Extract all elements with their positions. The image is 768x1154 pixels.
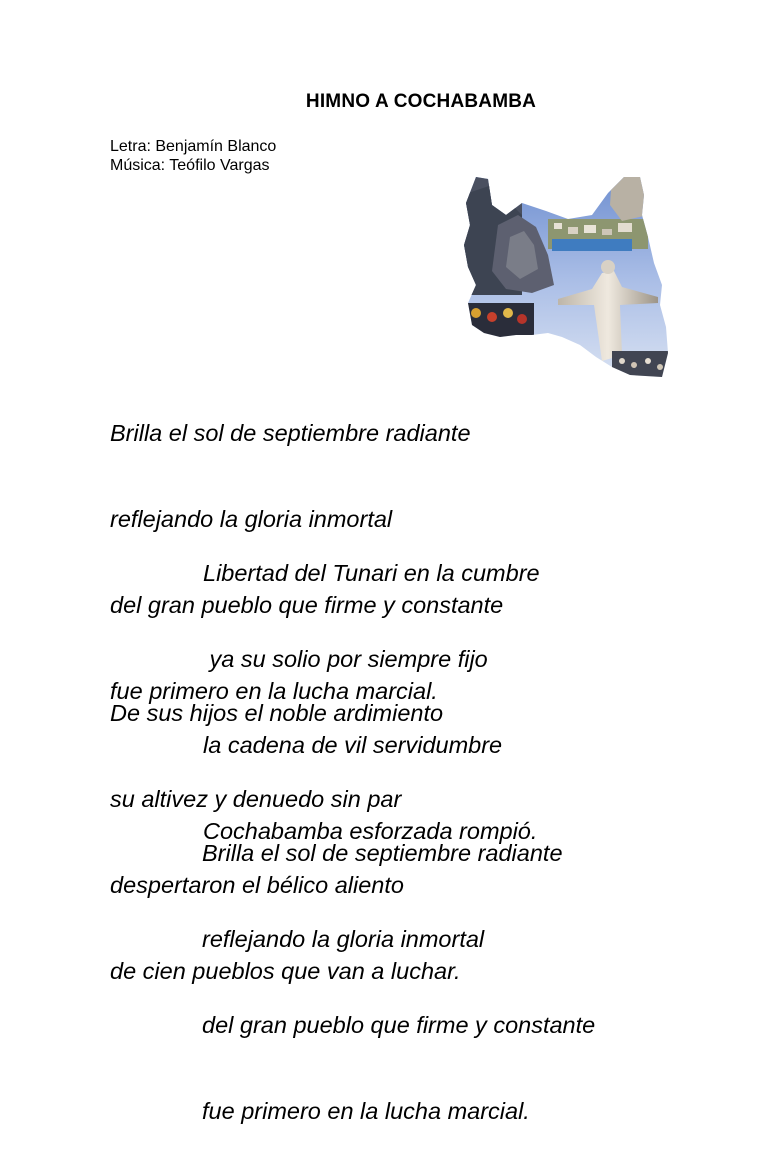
verse-line: del gran pueblo que firme y constante — [202, 1011, 596, 1038]
verse-line: ya su solio por siempre fijo — [203, 645, 488, 672]
lyrics-credit: Letra: Benjamín Blanco — [110, 138, 277, 155]
verse-line: fue primero en la lucha marcial. — [202, 1097, 530, 1124]
verse-line: su altivez y denuedo sin par — [110, 785, 402, 812]
stanza-4 — [202, 782, 595, 1154]
verse-line: reflejando la gloria inmortal — [110, 505, 393, 532]
verse-line: fue primero en la lucha marcial. — [110, 677, 438, 704]
document-title: HIMNO A COCHABAMBA — [305, 91, 537, 112]
verse-line: Libertad del Tunari en la cumbre — [203, 560, 540, 587]
verse-line: reflejando la gloria inmortal — [202, 925, 485, 952]
verse-line: del gran pueblo que firme y constante — [110, 591, 504, 618]
verse-line: Brilla el sol de septiembre radiante — [110, 420, 471, 447]
verse-line: despertaron el bélico aliento — [110, 871, 404, 898]
music-credit: Música: Teófilo Vargas — [110, 157, 270, 174]
verse-line: Cochabamba esforzada rompió. — [203, 817, 538, 844]
verse-line: la cadena de vil servidumbre — [203, 731, 503, 758]
cochabamba-map-image — [462, 175, 672, 381]
verse-line: de cien pueblos que van a luchar. — [110, 957, 461, 984]
credits — [110, 137, 276, 175]
verse-line: De sus hijos el noble ardimiento — [110, 700, 444, 727]
verse-line: Brilla el sol de septiembre radiante — [202, 840, 563, 867]
